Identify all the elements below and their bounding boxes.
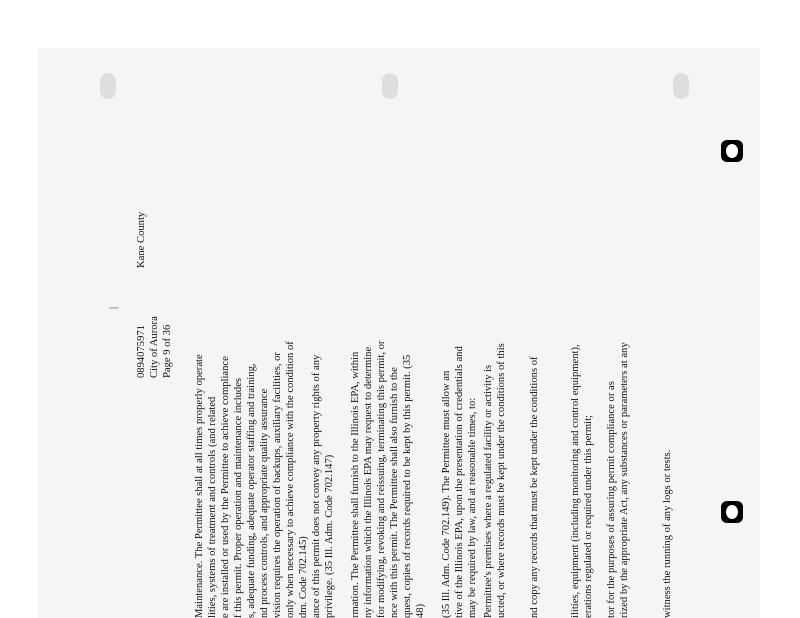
text-line: may be required by law, and at reasonable times, to:	[467, 397, 478, 618]
text-line: witness the running of any logs or tests.	[662, 449, 673, 618]
permit-id: 0894075971	[136, 325, 147, 378]
text-line: ny information which the Illinois EPA may request to determine	[363, 346, 374, 618]
text-line: vision requires the operation of backups, auxiliary facilities, or	[272, 352, 283, 618]
text-line: ance of this permit does not convey any property rights of any	[311, 354, 322, 618]
text-line: e are installed or used by the Permittee to achieve compliance	[220, 356, 231, 618]
text-line: nd copy any records that must be kept under the conditions of	[529, 356, 540, 618]
text-line: ucted, or where records must be kept under the conditions of this	[496, 343, 507, 618]
text-line: nce with this permit. The Permittee shall also furnish to the	[389, 367, 400, 618]
text-line: quest, copies of records required to be kept by this permit. (35	[402, 354, 413, 618]
text-line: Maintenance. The Permittee shall at all times properly operate	[194, 354, 205, 618]
text-line: rized by the appropriate Act, any substances or parameters at any	[619, 342, 630, 618]
text-line: f this permit. Proper operation and maintenance includes	[233, 377, 244, 618]
text-line: lities, systems of treatment and controls (and related	[207, 396, 218, 618]
text-line: (35 Ill. Adm. Code 702.149). The Permittee must allow an	[441, 370, 452, 618]
text-line: rmation. The Permittee shall furnish to the Illinois EPA, within	[350, 351, 361, 618]
text-line: tor for the purposes of assuring permit compliance or as	[606, 381, 617, 618]
rotated-document-text	[108, 0, 735, 618]
text-line: for modifying, revoking and reissuing, terminating this permit, or	[376, 340, 387, 618]
text-line: privilege. (35 Ill. Adm. Code 702.147)	[324, 454, 335, 618]
text-line: erations regulated or required under this permit;	[583, 415, 594, 618]
text-line: ilities, equipment (including monitoring and control equipment),	[570, 344, 581, 618]
text-line: 48)	[415, 603, 426, 618]
county-name: Kane County	[136, 211, 147, 268]
text-line: s, adequate funding, adequate operator staffing and training,	[246, 363, 257, 618]
text-line: only when necessary to achieve compliance with the condition of	[285, 341, 296, 618]
text-line: tive of the Illinois EPA, upon the presentation of credentials and	[454, 346, 465, 618]
text-line: Permittee's premises where a regulated facility or activity is	[483, 364, 494, 618]
text-line: dm. Code 702.145)	[298, 536, 309, 618]
page-tick-mark: |	[108, 306, 119, 309]
text-line: nd process controls, and appropriate quality assurance	[259, 388, 270, 618]
page-number: Page 9 of 36	[162, 324, 173, 378]
punch-hole	[100, 73, 116, 99]
city-name: City of Aurora	[149, 316, 160, 378]
